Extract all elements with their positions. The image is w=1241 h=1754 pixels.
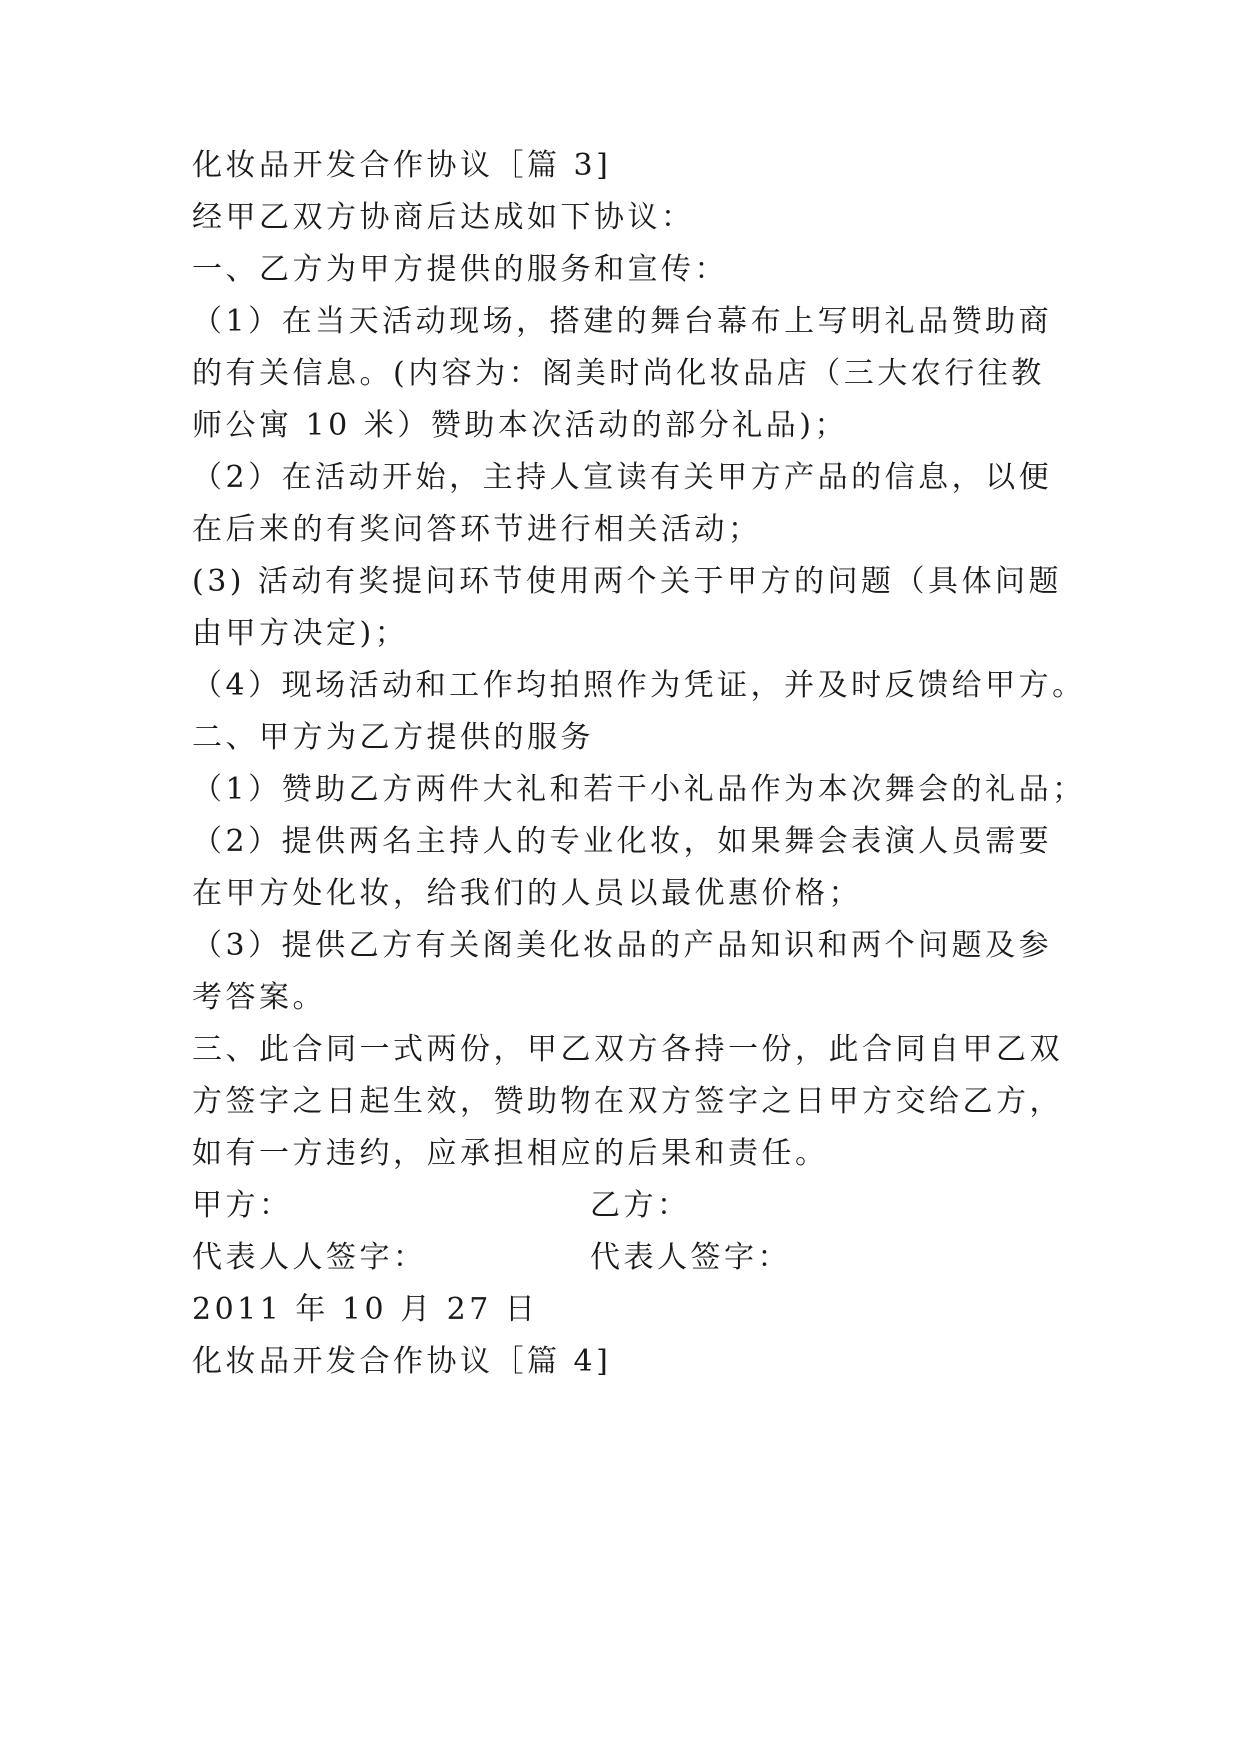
section3-line: 方签字之日起生效，赞助物在双方签字之日甲方交给乙方， xyxy=(192,1084,1063,1119)
paragraph-line: 的有关信息。(内容为：阁美时尚化妆品店（三大农行往教 xyxy=(192,356,1045,391)
paragraph-line: 在甲方处化妆，给我们的人员以最优惠价格； xyxy=(192,876,862,911)
paragraph-line: （4）现场活动和工作均拍照作为凭证，并及时反馈给甲方。 xyxy=(192,668,1086,703)
section3-line: 三、此合同一式两份，甲乙双方各持一份，此合同自甲乙双 xyxy=(192,1032,1063,1067)
party-a-label: 甲方： xyxy=(192,1188,293,1223)
party-b-label: 乙方： xyxy=(590,1188,691,1223)
section-title: 化妆品开发合作协议［篇 3] xyxy=(192,148,612,183)
next-section-title: 化妆品开发合作协议［篇 4] xyxy=(192,1344,612,1379)
rep-b-signature-label: 代表人签字： xyxy=(590,1240,791,1275)
contract-date: 2011 年 10 月 27 日 xyxy=(192,1292,539,1327)
paragraph-line: 在后来的有奖问答环节进行相关活动； xyxy=(192,512,762,547)
section1-heading: 一、乙方为甲方提供的服务和宣传： xyxy=(192,252,728,287)
paragraph-line: （3）提供乙方有关阁美化妆品的产品知识和两个问题及参 xyxy=(192,928,1053,963)
intro-text: 经甲乙双方协商后达成如下协议： xyxy=(192,200,695,235)
paragraph-line: (3) 活动有奖提问环节使用两个关于甲方的问题（具体问题 xyxy=(192,564,1063,599)
section2-heading: 二、甲方为乙方提供的服务 xyxy=(192,720,594,755)
paragraph-line: 考答案。 xyxy=(192,980,326,1015)
rep-a-signature-label: 代表人人签字： xyxy=(192,1240,427,1275)
paragraph-line: 师公寓 10 米）赞助本次活动的部分礼品)； xyxy=(192,408,848,443)
paragraph-line: （2）提供两名主持人的专业化妆，如果舞会表演人员需要 xyxy=(192,824,1053,859)
paragraph-line: （2）在活动开始，主持人宣读有关甲方产品的信息，以便 xyxy=(192,460,1053,495)
paragraph-line: 由甲方决定)； xyxy=(192,616,409,651)
paragraph-line: （1）在当天活动现场，搭建的舞台幕布上写明礼品赞助商 xyxy=(192,304,1053,339)
section3-line: 如有一方违约，应承担相应的后果和责任。 xyxy=(192,1136,829,1171)
paragraph-line: （1）赞助乙方两件大礼和若干小礼品作为本次舞会的礼品； xyxy=(192,772,1086,807)
